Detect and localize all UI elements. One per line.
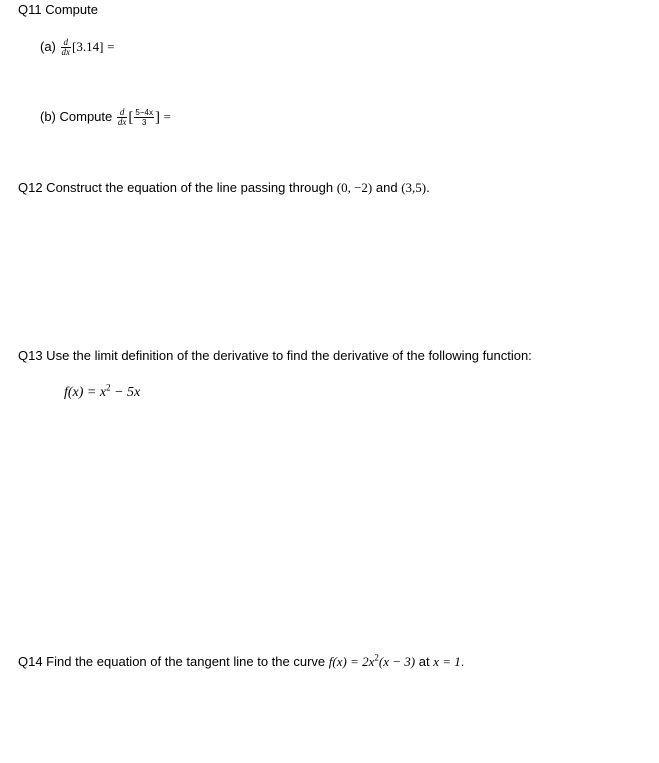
q14-question: Q14 Find the equation of the tangent line to the curve $f(x) = 2x^2(x - 3)$ at x = 1. [18, 652, 465, 669]
q11b-open-bracket: [ [128, 109, 134, 126]
q14-condition: x = 1 [433, 654, 461, 669]
q11b-close-bracket: ] [154, 109, 160, 126]
q11a-value: 3.14 [76, 38, 100, 54]
q14-function: $f(x) = 2x^2(x - 3)$ [328, 652, 416, 669]
q11b-label: (b) Compute [40, 108, 113, 124]
q11a-open-bracket: [ [72, 38, 77, 54]
q11a-derivative-operator: $\frac{d}{dx}$ [61, 37, 71, 57]
q11a-label: (a) [40, 38, 56, 54]
q11-part-b [40, 108, 171, 127]
q13-question: Q13 Use the limit definition of the derivative to find the derivative of the following function: [18, 348, 532, 363]
q11a-equals: = [107, 38, 115, 54]
q11-part-a [40, 38, 114, 57]
q11b-derivative-operator: $\frac{d}{dx}$ [117, 107, 127, 127]
q11a-close-bracket: ] [99, 38, 104, 54]
q12-point-2: (3,5) [401, 180, 427, 195]
q12-question: Q12 Construct the equation of the line passing through (0, −2) and (3,5). [18, 180, 430, 195]
q12-point-1: (0, −2) [336, 180, 373, 195]
q11-heading: Q11 Compute [18, 2, 98, 17]
q13-function: $f(x) = x^2 - 5x$ [64, 382, 141, 400]
q11b-equals: = [163, 108, 171, 124]
q11b-inner-fraction: $\frac{5-4x}{3}$ [135, 108, 153, 127]
